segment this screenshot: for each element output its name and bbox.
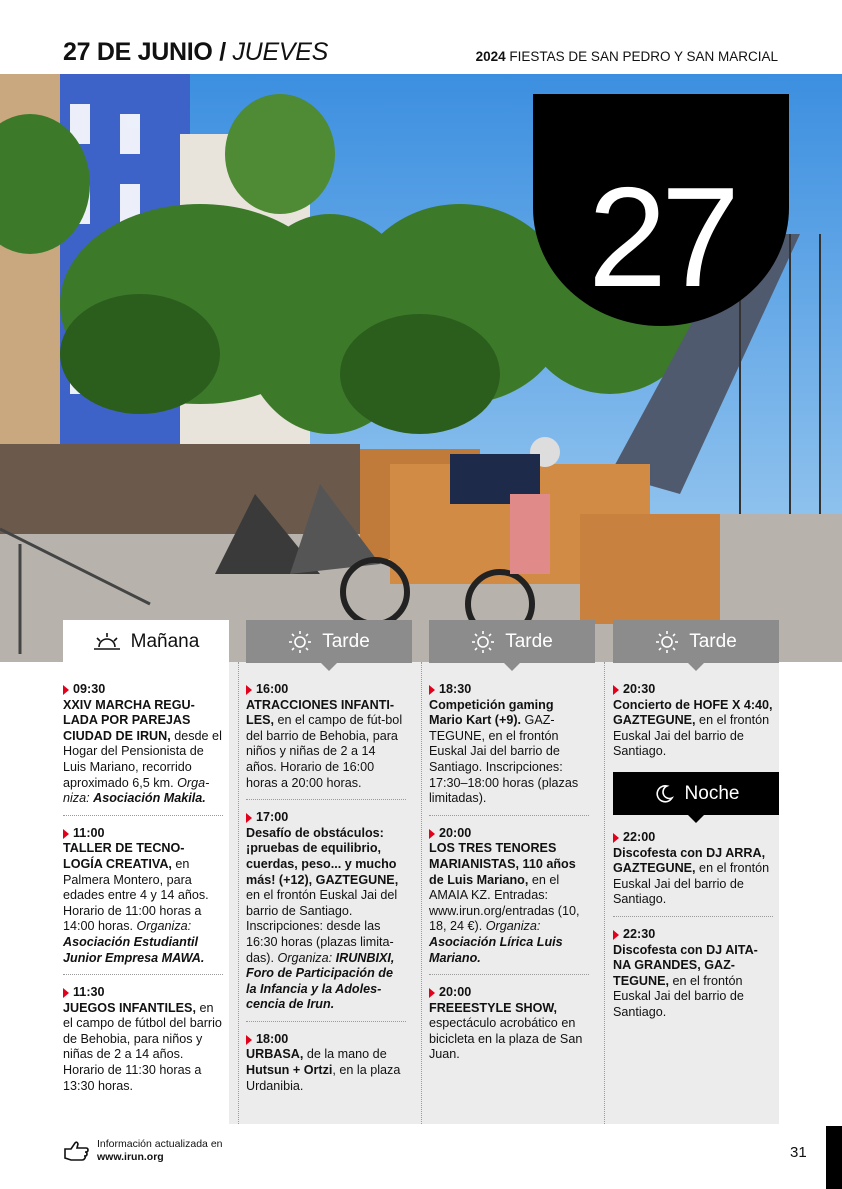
event-time: 11:30 (73, 985, 105, 1000)
event-body: en el frontón Euskal Jai del barrio de Santiago. (613, 973, 744, 1019)
sun-icon (288, 630, 312, 654)
event-title: Discofesta con DJ AITA-NA GRANDES, GAZ-TEGUNE, (613, 942, 758, 988)
day-number: 27 (588, 158, 734, 317)
list-item (63, 985, 223, 1102)
sun-icon (471, 630, 495, 654)
event-organizer: Asociación Estudiantil Junior Empresa MAWA. (63, 934, 205, 965)
event-photo (0, 74, 842, 662)
event-body-cont: , en la plaza Urdanibia. (246, 1063, 401, 1093)
column-divider (238, 662, 239, 1124)
footer-link[interactable]: www.irun.org (97, 1151, 164, 1163)
event-organizer-label: Organiza: (485, 919, 541, 934)
tab-label: Tarde (322, 630, 370, 652)
page-number: 31 (790, 1144, 807, 1161)
list-item (429, 985, 589, 1071)
weekday-text: JUEVES (232, 38, 328, 66)
event-title: URBASA, (246, 1047, 304, 1062)
festival-name: FIESTAS DE SAN PEDRO Y SAN MARCIAL (509, 49, 778, 64)
arrow-icon (429, 988, 435, 998)
event-time: 17:00 (256, 810, 289, 825)
event-title: Desafío de obstáculos: ¡pruebas de equilibrio, cuerdas, peso... y mucho más! (+12), GAZTEGUNE, (246, 825, 399, 887)
list-item (246, 1032, 406, 1102)
tab-label: Mañana (130, 630, 200, 652)
list-item (63, 682, 223, 816)
event-body: desde el Hogar del Pensionista de Luis Mariano, recorrido aproximado 6,5 km. (63, 728, 222, 790)
event-body: de la mano de (303, 1047, 387, 1062)
event-organizer-label: Organiza: (136, 919, 192, 934)
footer-line1: Información actualizada en (97, 1138, 223, 1150)
morning-events (63, 682, 223, 1112)
event-title: LOS TRES TENORES MARIANISTAS, 110 años de Luis Mariano, (429, 841, 576, 887)
list-item (429, 826, 589, 975)
list-item (246, 810, 406, 1022)
event-title: TALLER DE TECNO-LOGÍA CREATIVA, (63, 841, 185, 871)
event-title: Concierto de HOFE X 4:40, GAZTEGUNE, (613, 697, 773, 728)
afternoon-events-2 (429, 682, 589, 1081)
tab-label: Tarde (689, 630, 737, 652)
sunrise-icon (93, 632, 121, 652)
event-body: en el campo de fútbol del barrio de Behobia, para niños y niñas de 2 a 14 años. Horario de 11:30 horas a 13:30 horas. (63, 1000, 222, 1093)
event-time: 16:00 (256, 682, 289, 696)
event-title: FREEESTYLE SHOW, (429, 1000, 558, 1015)
event-organizer: IRUNBIXI, Foro de Participación de la Infancia y la Adoles-cencia de Irun. (246, 950, 395, 1012)
event-body: en el campo de fút-bol del barrio de Behobia, para niños y niñas de 2 a 14 años. Horario de 16:00 horas a 20:00 horas. (246, 713, 403, 790)
event-organizer: Asociación Lírica Luis Mariano. (429, 934, 563, 965)
event-body: GAZ-TEGUNE, en el frontón Euskal Jai del barrio de Santiago. Inscripciones: 17:30–18:00 horas (plazas limitadas). (429, 713, 579, 806)
event-body: en Palmera Montero, para edades entre 4 y 14 años. Horario de 11:00 horas a 14:00 horas. (63, 856, 209, 934)
tab-afternoon-3 (613, 620, 779, 663)
festival-heading (476, 49, 778, 64)
arrow-icon (63, 988, 69, 998)
page-date-heading (63, 38, 328, 67)
sun-icon (655, 630, 679, 654)
event-organizer-label: Orga-niza: (63, 775, 210, 806)
arrow-icon (613, 833, 619, 843)
arrow-icon (613, 685, 619, 695)
event-time: 22:00 (623, 830, 656, 844)
arrow-icon (613, 930, 619, 940)
afternoon-events-1 (246, 682, 406, 1112)
arrow-icon (63, 685, 69, 695)
event-title: XXIV MARCHA REGU-LADA POR PAREJAS CIUDAD DE IRUN, (63, 697, 195, 743)
footer-note (63, 1138, 223, 1164)
event-time: 20:00 (439, 985, 472, 1000)
arrow-icon (429, 685, 435, 695)
page-edge-tab (826, 1126, 842, 1189)
tab-label: Tarde (505, 630, 553, 652)
event-body: en el AMAIA KZ. Entradas: www.irun.org/entradas (10, 18, 24 €). (429, 872, 580, 934)
tab-label: Noche (684, 782, 740, 804)
event-time: 09:30 (73, 682, 106, 696)
event-organizer: Asociación Makila. (93, 791, 206, 806)
date-text: 27 DE JUNIO (63, 38, 213, 66)
pointing-hand-icon (63, 1140, 89, 1162)
event-time: 20:30 (623, 682, 656, 696)
event-time: 11:00 (73, 825, 105, 840)
list-item (63, 826, 223, 975)
event-organizer-label: Organiza: (277, 950, 336, 965)
list-item (613, 682, 773, 768)
event-body: en el frontón Euskal Jai del barrio de Santiago. Inscripciones: desde las 16:30 horas (plazas limita-das). (246, 888, 398, 965)
event-time: 18:00 (256, 1031, 289, 1046)
arrow-icon (246, 813, 252, 823)
event-title: JUEGOS INFANTILES, (63, 1000, 196, 1015)
event-body: espectáculo acrobático en bicicleta en la plaza de San Juan. (429, 1016, 583, 1062)
list-item (613, 830, 773, 917)
event-title: ATRACCIONES INFANTI-LES, (246, 697, 395, 728)
event-time: 18:30 (439, 682, 472, 696)
event-body: en el frontón Euskal Jai del barrio de Santiago. (613, 861, 770, 907)
event-time: 22:30 (623, 926, 656, 941)
date-separator: / (212, 38, 233, 66)
event-performers: Hutsun + Ortzi (246, 1063, 333, 1078)
tab-afternoon-2 (429, 620, 595, 663)
arrow-icon (246, 685, 252, 695)
tab-morning (63, 620, 229, 663)
night-events (613, 830, 773, 1039)
day-number-badge (533, 94, 789, 326)
event-body: en el frontón Euskal Jai del barrio de Santiago. (613, 713, 770, 759)
list-item (429, 682, 589, 816)
list-item (613, 927, 773, 1029)
tab-afternoon-1 (246, 620, 412, 663)
arrow-icon (246, 1035, 252, 1045)
event-time: 20:00 (439, 825, 472, 840)
festival-year: 2024 (475, 49, 506, 64)
list-item (246, 682, 406, 800)
afternoon-events-3 (613, 682, 773, 778)
event-title: Competición gaming Mario Kart (+9). (429, 697, 554, 728)
arrow-icon (63, 829, 69, 839)
tab-night (613, 772, 779, 815)
column-divider (604, 662, 605, 1124)
event-title: Discofesta con DJ ARRA, GAZTEGUNE, (613, 845, 766, 876)
arrow-icon (429, 829, 435, 839)
moon-icon (653, 783, 675, 805)
column-divider (421, 662, 422, 1124)
